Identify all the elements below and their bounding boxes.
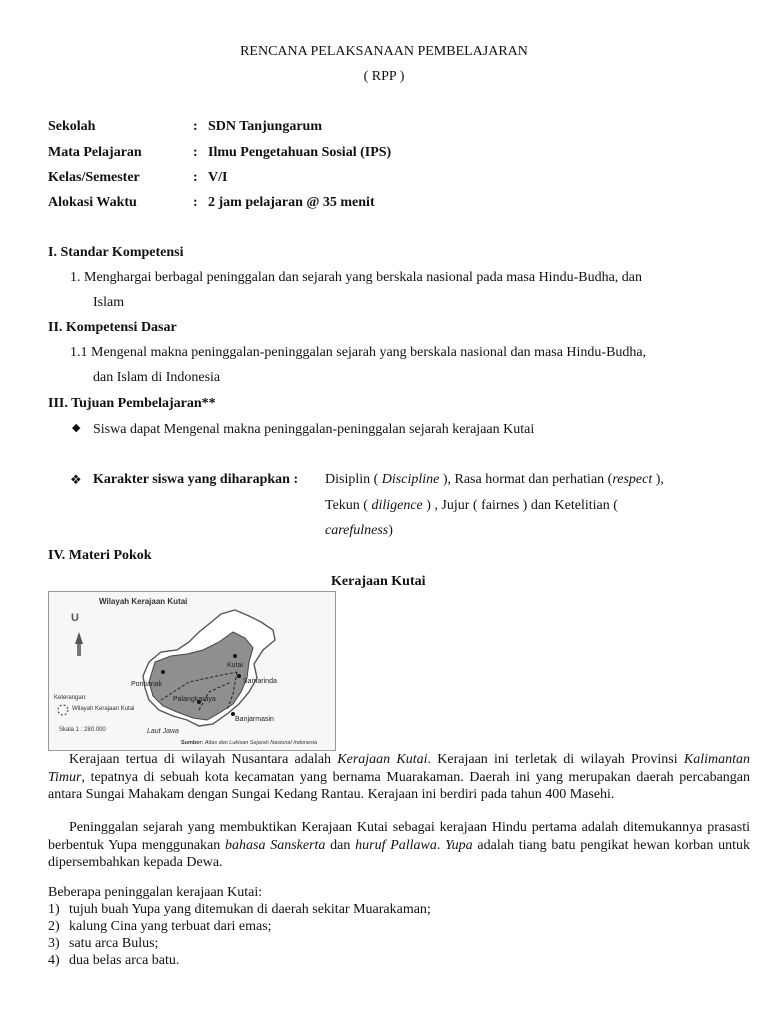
paragraph-kutai-evidence: Peninggalan sejarah yang membuktikan Kerajaan Kutai sebagai kerajaan Hindu pertama adalah ditemukannya prasasti berbentuk Yupa menggunakan bahasa Sanskerta dan huruf Pallawa. Yupa adalah tiang batu pengikat hewan korban untuk dipersembahkan kepada Dewa. [48, 820, 751, 870]
document-subtitle: ( RPP ) [363, 69, 405, 84]
identity-value-subject: Ilmu Pengetahuan Sosial (IPS) [208, 145, 392, 160]
karakter-line-2: Tekun ( diligence ) , Jujur ( fairnes ) dan Ketelitian ( [325, 498, 618, 513]
map-legend-title: Keterangan: [54, 695, 87, 701]
list-item-number: 2) [48, 919, 60, 934]
karakter-label: Karakter siswa yang diharapkan : [93, 472, 299, 487]
karakter-line-1: Disiplin ( Discipline ), Rasa hormat dan perhatian (respect ), [325, 472, 664, 487]
relics-intro: Beberapa peninggalan kerajaan Kutai: [48, 885, 263, 900]
identity-colon: : [193, 119, 198, 134]
paragraph-kutai-location: Kerajaan tertua di wilayah Nusantara adalah Kerajaan Kutai. Kerajaan ini terletak di wilayah Provinsi Kalimantan Timur, tepatnya di sebuah kota kecamatan yang bernama Muarakaman. Daerah ini yang merupakan daerah percabangan antara Sungai Mahakam dengan Sungai Kedang Rantau. Kerajaan ini berdiri pada tahun 400 Masehi. [48, 752, 750, 802]
map-legend-item: Wilayah Kerajaan Kutai [72, 706, 135, 712]
city-label: Kutai [227, 662, 243, 669]
city-label: Samarinda [243, 678, 277, 685]
map-title: Wilayah Kerajaan Kutai [99, 597, 188, 606]
city-label: Pontianak [131, 681, 163, 688]
map-source: Sumber: Atlas dan Lukisan Sejarah Nasional Indonesia [181, 740, 318, 746]
list-item-number: 3) [48, 936, 60, 951]
diamond-bullet-icon: ◆ [72, 422, 81, 434]
sk-line: 1. Menghargai berbagal peninggalan dan sejarah yang berskala nasional pada masa Hindu-Budha, dan [70, 270, 642, 285]
document-title: RENCANA PELAKSANAAN PEMBELAJARAN [240, 44, 528, 59]
identity-colon: : [193, 145, 198, 160]
list-item: dua belas arca batu. [69, 953, 180, 968]
identity-value-school: SDN Tanjungarum [208, 119, 322, 134]
section-heading-kd: II. Kompetensi Dasar [48, 320, 177, 335]
map-sea-label: Laut Jawa [147, 728, 179, 735]
identity-value-time: 2 jam pelajaran @ 35 menit [208, 195, 375, 210]
list-item-number: 4) [48, 953, 60, 968]
identity-colon: : [193, 195, 198, 210]
section-heading-sk: I. Standar Kompetensi [48, 245, 184, 260]
list-item: kalung Cina yang terbuat dari emas; [69, 919, 272, 934]
section-heading-materi: IV. Materi Pokok [48, 548, 152, 563]
identity-label-subject: Mata Pelajaran [48, 145, 142, 160]
city-label: Palangkaraya [173, 696, 216, 703]
map-scale: Skala 1 : 280.000 [59, 727, 106, 733]
identity-label-class: Kelas/Semester [48, 170, 140, 185]
kd-line: 1.1 Mengenal makna peninggalan-peninggalan sejarah yang berskala nasional dan masa Hindu-Budha, [70, 345, 647, 360]
sk-line-continued: Islam [93, 295, 125, 310]
identity-label-school: Sekolah [48, 119, 96, 134]
kd-line-continued: dan Islam di Indonesia [93, 370, 221, 385]
list-item-number: 1) [48, 902, 60, 917]
identity-colon: : [193, 170, 198, 185]
map-figure [48, 591, 336, 751]
list-item: satu arca Bulus; [69, 936, 159, 951]
identity-value-class: V/I [208, 170, 228, 185]
section-heading-tp: III. Tujuan Pembelajaran** [48, 396, 216, 411]
identity-label-time: Alokasi Waktu [48, 195, 137, 210]
list-item: tujuh buah Yupa yang ditemukan di daerah sekitar Muarakaman; [69, 902, 431, 917]
north-indicator: U [71, 612, 79, 624]
four-diamond-bullet-icon: ❖ [70, 472, 82, 487]
materi-subheading: Kerajaan Kutai [331, 574, 426, 589]
city-label: Banjarmasin [235, 716, 274, 723]
tp-bullet-text: Siswa dapat Mengenal makna peninggalan-peninggalan sejarah kerajaan Kutai [93, 422, 535, 437]
karakter-line-3: carefulness) [325, 523, 393, 538]
